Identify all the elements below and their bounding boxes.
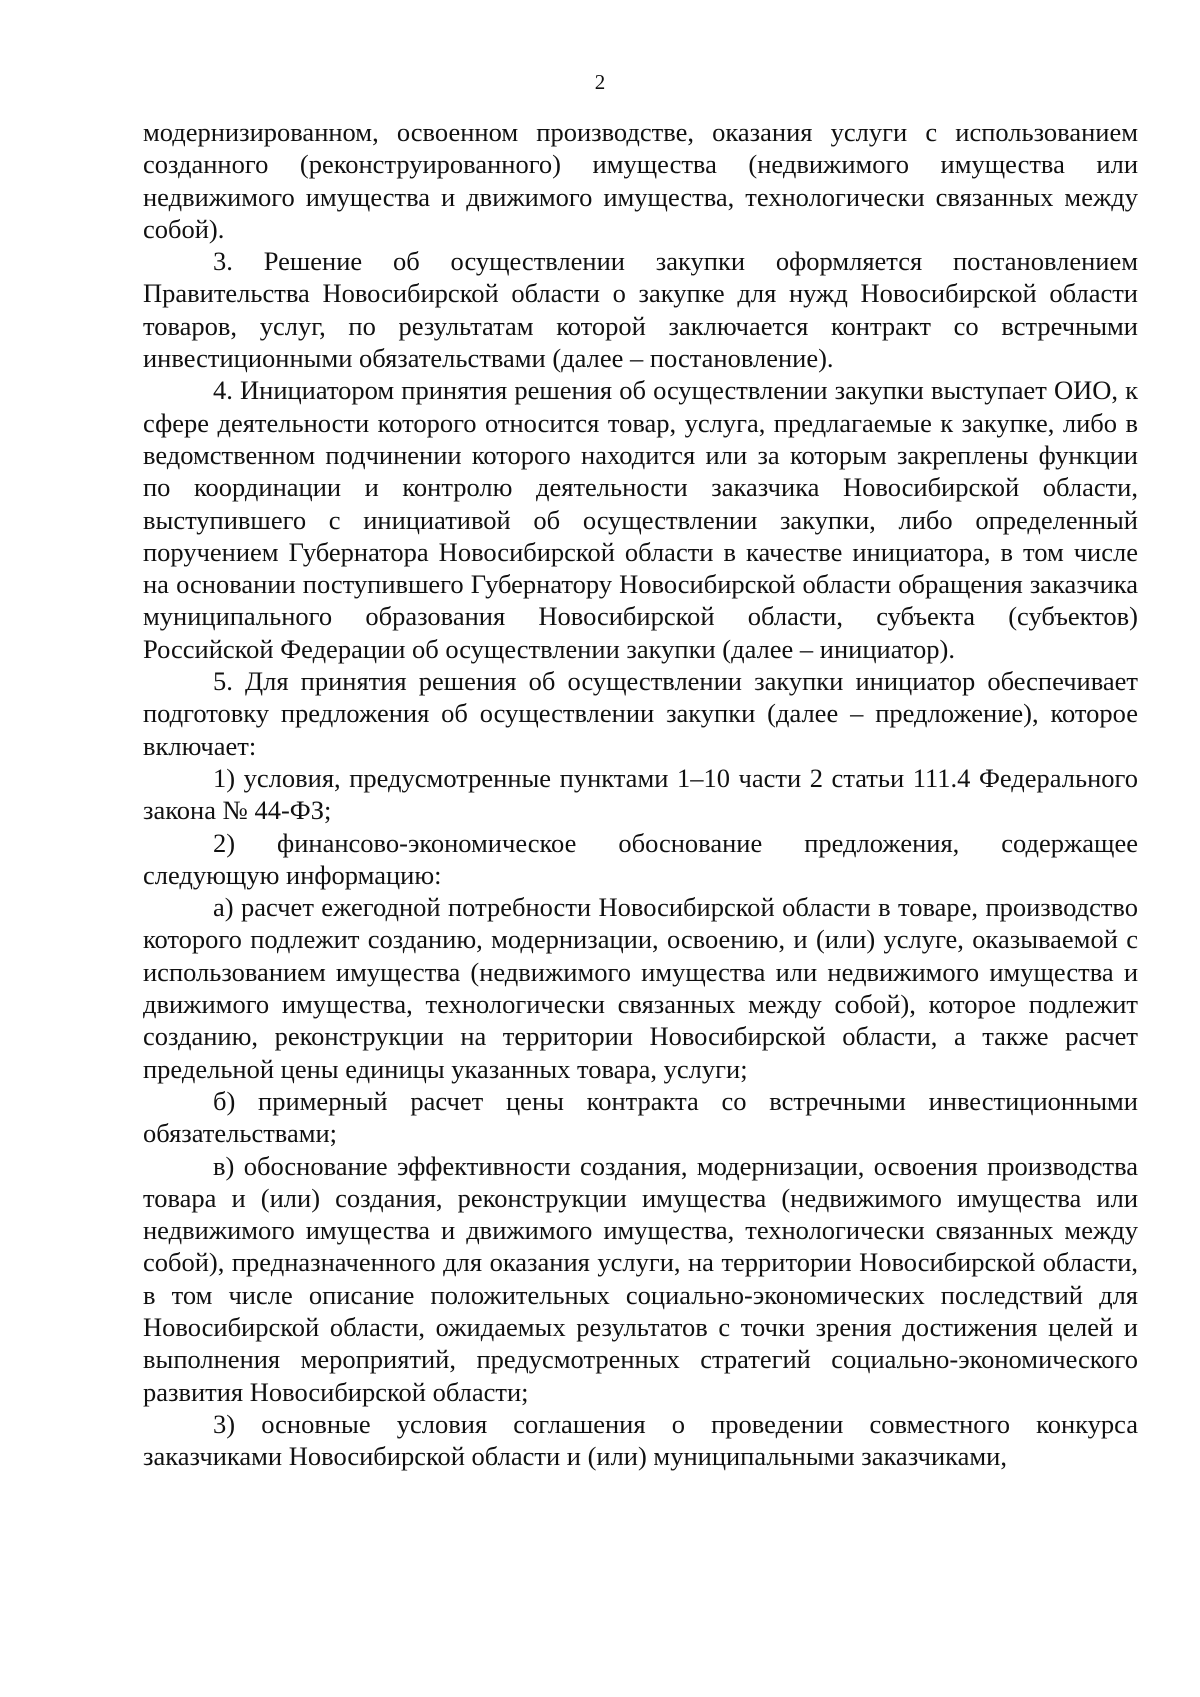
paragraph-item-3: 3. Решение об осуществлении закупки оформляется постановлением Правительства Новосибирской области о закупке для нужд Новосибирской области товаров, услуг, по результатам которой заключается контракт со встречными инвестиционными обязательствами (далее – постановление). xyxy=(143,246,1138,374)
paragraph-subitem-2v: в) обоснование эффективности создания, модернизации, освоения производства товара и (или) создания, реконструкции имущества (недвижимого имущества или недвижимого имущества и движимого имущества, технологически связанных между собой), предназначенного для оказания услуги, на территории Новосибирской области, в том числе описание положительных социально-экономических последствий для Новосибирской области, ожидаемых результатов с точки зрения достижения целей и выполнения мероприятий, предусмотренных стратегий социально-экономического развития Новосибирской области; xyxy=(143,1150,1138,1407)
paragraph-item-4: 4. Инициатором принятия решения об осуществлении закупки выступает ОИО, к сфере деятельности которого относится товар, услуга, предлагаемые к закупке, либо в ведомственном подчинении которого находится или за которым закреплены функции по координации и контролю деятельности заказчика Новосибирской области, выступившего с инициативой об осуществлении закупки, либо определенный поручением Губернатора Новосибирской области в качестве инициатора, в том числе на основании поступившего Губернатору Новосибирской области обращения заказчика муниципального образования Новосибирской области, субъекта (субъектов) Российской Федерации об осуществлении закупки (далее – инициатор). xyxy=(143,375,1138,664)
paragraph-subitem-3: 3) основные условия соглашения о проведении совместного конкурса заказчиками Новосибирской области и (или) муниципальными заказчиками, xyxy=(143,1408,1138,1472)
paragraph-subitem-2: 2) финансово-экономическое обоснование предложения, содержащее следующую информацию: xyxy=(143,827,1138,890)
paragraph-subitem-1: 1) условия, предусмотренные пунктами 1–10 части 2 статьи 111.4 Федерального закона № 44-ФЗ; xyxy=(143,762,1138,826)
paragraph-subitem-2a: а) расчет ежегодной потребности Новосибирской области в товаре, производство которого подлежит созданию, модернизации, освоению, и (или) услуге, оказываемой с использованием имущества (недвижимого имущества или недвижимого имущества и движимого имущества, технологически связанных между собой), которое подлежит созданию, реконструкции на территории Новосибирской области, а также расчет предельной цены единицы указанных товара, услуги; xyxy=(143,892,1138,1084)
page-number: 2 xyxy=(594,70,606,94)
paragraph-subitem-2b: б) примерный расчет цены контракта со встречными инвестиционными обязательствами; xyxy=(143,1085,1138,1149)
paragraph-item-5: 5. Для принятия решения об осуществлении закупки инициатор обеспечивает подготовку предложения об осуществлении закупки (далее – предложение), которое включает: xyxy=(143,666,1138,761)
document-body xyxy=(143,116,1138,1472)
paragraph-continuation: модернизированном, освоенном производстве, оказания услуги с использованием созданного (реконструированного) имущества (недвижимого имущества или недвижимого имущества и движимого имущества, технологически связанных между собой). xyxy=(143,117,1138,244)
